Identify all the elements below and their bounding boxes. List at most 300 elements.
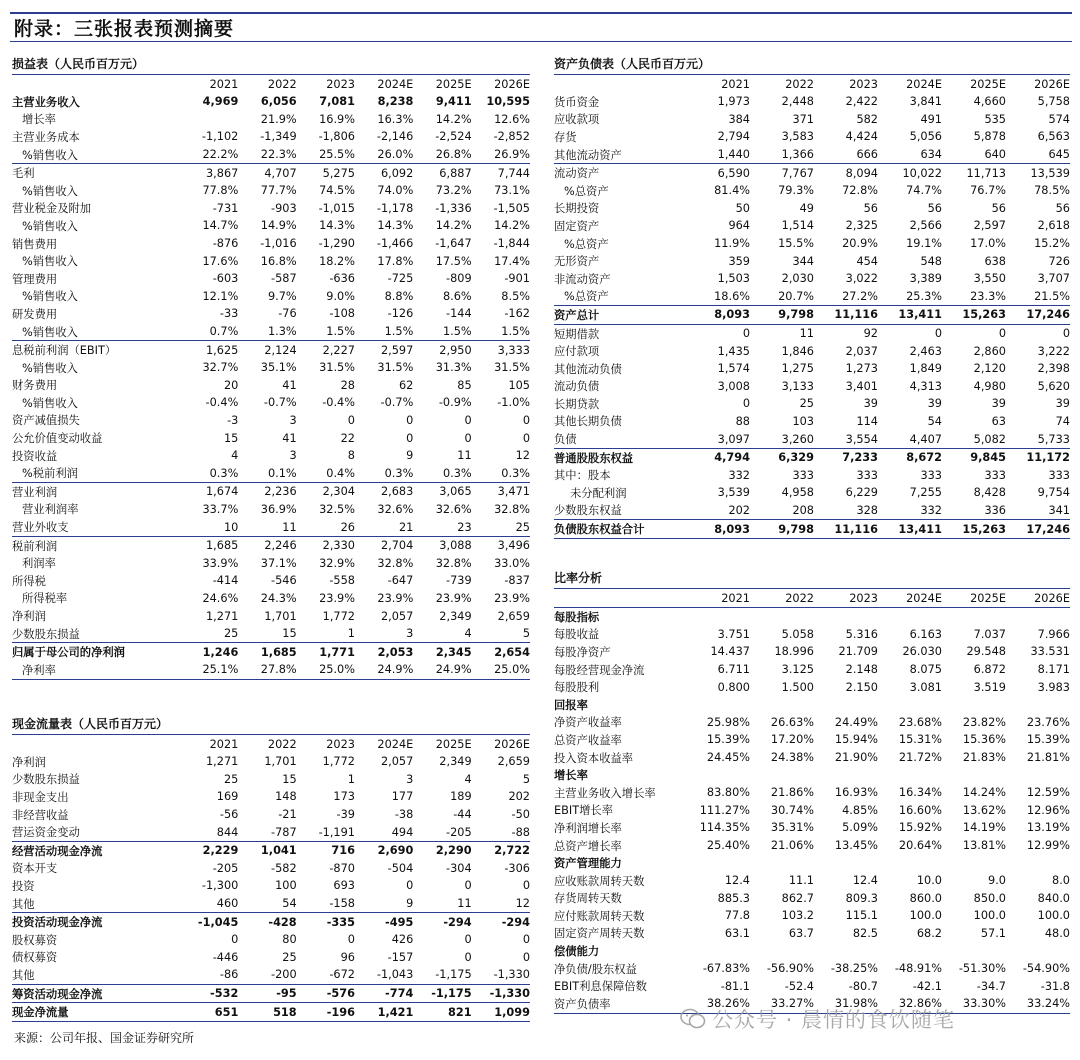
cell-value: 371 [792,112,814,126]
table-row [12,572,530,590]
cell-value: 7.037 [973,627,1006,641]
cell-value: 173 [333,790,355,804]
cell-value: 2,124 [238,341,296,359]
table-row [12,288,530,306]
table-row [12,554,530,572]
cell-value: 1,503 [717,272,750,286]
cell-value: 9,754 [1037,486,1070,500]
cell-value: 13,411 [878,306,942,325]
table-row [554,413,1070,431]
row-label: 所得税率 [22,592,68,606]
table-row [554,430,1070,448]
row-label: 净利润增长率 [554,821,622,835]
row-label: %销售收入 [22,325,78,339]
cell-value: 0 [347,413,355,427]
cell-value: 74 [1055,414,1070,428]
cell-value [878,854,942,872]
cell-value: 31.3% [435,361,472,375]
cell-value: 21.709 [838,645,878,659]
cell-value: 8,672 [878,448,942,466]
table-row [12,217,530,235]
row-label: 现金净流量 [12,1003,180,1022]
table-row [12,483,530,501]
cell-value: 3,389 [909,272,942,286]
cell-value: 23.82% [962,715,1006,729]
cell-value: 2,722 [472,841,530,859]
table-row [554,872,1070,890]
cell-value: 491 [920,112,942,126]
cell-value: 0 [231,933,239,947]
cell-value: 1,275 [781,362,814,376]
table-row [12,860,530,878]
cell-value: 17.5% [435,254,472,268]
table-row [554,784,1070,802]
cell-value: 15,263 [942,520,1006,539]
cell-value: 8,093 [686,520,750,539]
cash-flow-panel [12,714,530,1022]
cell-value: 29.548 [966,645,1006,659]
cell-value: 716 [297,841,355,859]
table-row [554,802,1070,820]
cell-value: 13,411 [878,520,942,539]
cell-value: 11,172 [1006,448,1070,466]
cell-value: 25.98% [706,715,750,729]
row-label: 主营业务收入增长率 [554,786,656,800]
cell-value: 2,304 [297,483,355,501]
cell-value: 11 [282,520,297,534]
cell-value: 548 [920,254,942,268]
cell-value: 1,041 [238,841,296,859]
section-row [554,766,1070,784]
cell-value: 24.9% [355,661,413,679]
table-row [554,342,1070,360]
cell-value: 10.0 [916,874,942,888]
cell-value: 6.872 [973,663,1006,677]
cell-value [750,854,814,872]
cell-value: 26 [340,520,355,534]
cell-value: 1,574 [717,362,750,376]
cell-value: 2,037 [845,344,878,358]
cell-value: -1,806 [318,130,355,144]
cell-value: 208 [792,503,814,517]
table-row [554,977,1070,995]
row-label: 总资产收益率 [554,733,622,747]
cell-value [878,942,942,960]
balance-sheet-table [554,75,1070,539]
row-label: 长期贷款 [554,397,600,411]
cell-value: -144 [446,307,472,321]
row-label: 应付账款周转天数 [554,909,645,923]
cell-value: 0.800 [717,680,750,694]
cell-value: 1,846 [781,344,814,358]
cell-value: 0.1% [267,466,297,480]
cell-value: 5,758 [1037,95,1070,109]
cell-value: 6,563 [1037,130,1070,144]
cell-value: 73.1% [494,184,530,198]
cell-value: 33.9% [202,556,239,570]
year-header: 2024E [906,77,942,91]
cell-value: 6,590 [686,164,750,182]
cell-value: 5.316 [845,627,878,641]
cell-value: 1.3% [267,325,297,339]
row-label: 每股股利 [554,681,600,695]
cell-value: 3,222 [1037,344,1070,358]
cell-value: -636 [329,272,355,286]
cell-value: 2,349 [439,755,472,769]
cell-value: 35.1% [260,361,297,375]
cell-value: -603 [212,272,239,286]
row-label: 净利率 [12,661,180,679]
cell-value: 8,093 [686,306,750,325]
table-row [554,907,1070,925]
cell-value: 39 [1055,397,1070,411]
cell-value: 100.0 [1037,909,1070,923]
cell-value: -1,844 [493,237,530,251]
cell-value: 12 [515,449,530,463]
cell-value: -126 [387,307,414,321]
cell-value: 1,685 [180,536,238,554]
cell-value: 0 [998,327,1006,341]
cell-value: 77.8 [724,909,750,923]
cell-value: 30.74% [770,803,814,817]
row-label: 负债股东权益合计 [554,520,686,539]
table-row [554,217,1070,235]
table-row [554,252,1070,270]
cell-value: 14.3% [377,219,414,233]
cell-value: 2,422 [845,95,878,109]
cell-value: 24.6% [202,591,239,605]
income-statement-panel [12,54,530,680]
cell-value: -725 [387,272,414,286]
cell-value: -837 [504,574,530,588]
cell-value: 2,654 [472,643,530,661]
table-row [554,200,1070,218]
table-row [554,93,1070,111]
cell-value: 1.500 [781,680,814,694]
cell-value [686,766,750,784]
cell-value: 25.1% [180,661,238,679]
cell-value: 15.2% [1034,237,1070,251]
table-row [12,464,530,482]
table-row [554,520,1070,539]
cell-value: 2,704 [355,536,413,554]
cell-value: 6,092 [355,164,413,182]
row-label: 每股指标 [554,608,686,626]
cell-value: 148 [275,790,297,804]
cell-value: 9,798 [750,520,814,539]
cell-value: -0.4% [322,396,355,410]
cell-value: 0.3% [442,466,472,480]
cell-value: 0 [522,413,530,427]
cell-value [878,696,942,714]
row-label: EBIT增长率 [554,804,614,818]
cell-value: 454 [856,254,878,268]
cell-value: 5,082 [973,432,1006,446]
cell-value [814,766,878,784]
cell-value: 17.6% [202,254,239,268]
cell-value: -50 [511,808,530,822]
cell-value: 3 [406,627,414,641]
cell-value: 12.59% [1026,786,1070,800]
cell-value: 2,398 [1037,362,1070,376]
cell-value: 726 [1048,254,1070,268]
cell-value: 12.99% [1026,839,1070,853]
cell-value: 17,246 [1006,520,1070,539]
cell-value: 2,349 [439,609,472,623]
cell-value: 16.60% [898,803,942,817]
cell-value: -1,175 [435,968,472,982]
year-header-row [12,75,530,93]
table-row [554,360,1070,378]
cell-value: 22 [340,431,355,445]
row-label: 股权募资 [12,933,58,947]
cell-value: -205 [212,861,239,875]
cell-value [686,942,750,960]
row-label: 毛利 [12,164,180,182]
cell-value: 0.3% [384,466,414,480]
cell-value: 15 [223,431,239,445]
cell-value: 25.3% [906,289,942,303]
cell-value: 3,471 [472,483,530,501]
table-row [12,429,530,447]
cell-value: 5,878 [973,130,1006,144]
cell-value: 2,227 [297,341,355,359]
cell-value: 0 [464,879,472,893]
table-row [554,466,1070,484]
row-label: 少数股东权益 [554,504,622,518]
row-label: 债权募资 [12,951,58,965]
cell-value: 3,554 [845,432,878,446]
cell-value: 31.5% [377,361,414,375]
cell-value: 3,583 [781,130,814,144]
table-row [12,753,530,771]
table-row [554,146,1070,164]
cell-value: 840.0 [1037,891,1070,905]
cell-value: -39 [336,808,355,822]
cell-value: 4 [464,627,472,641]
cell-value: 4,969 [202,95,239,109]
table-row [554,484,1070,502]
cell-value: -428 [238,913,296,931]
table-row [12,643,530,661]
ratio-analysis-title: 比率分析 [554,568,1070,589]
cell-value: 72.8% [842,184,878,198]
cell-value: 3,088 [413,536,471,554]
cell-value: 7.966 [1037,627,1070,641]
ratio-analysis-table [554,589,1070,1014]
row-label: 负债 [554,433,577,447]
cell-value: 20.9% [842,237,878,251]
row-label: %销售收入 [22,148,78,162]
cell-value: 1,440 [717,148,750,162]
cell-value: 25.0% [297,661,355,679]
cell-value: 4,707 [238,164,296,182]
year-header: 2022 [267,737,297,751]
table-row [554,306,1070,325]
cell-value: 15.39% [1026,733,1070,747]
row-label: 净利润 [12,755,46,769]
table-row [12,501,530,519]
cell-value: 32.8% [494,502,530,516]
cell-value: -200 [271,968,297,982]
row-label: 经营活动现金净流 [12,841,180,859]
cell-value: 12.4 [852,874,878,888]
cell-value: 15.36% [962,733,1006,747]
row-label: 每股收益 [554,628,600,642]
cell-value: -88 [511,825,530,839]
cell-value: 15,263 [942,306,1006,325]
cell-value: -1,330 [472,984,530,1003]
table-row [554,502,1070,520]
table-row [554,626,1070,644]
cell-value [814,608,878,626]
cell-value [686,854,750,872]
cell-value: 88 [735,414,750,428]
cell-value: -76 [278,307,297,321]
cell-value: 2.150 [845,680,878,694]
row-label: 其他 [12,897,35,911]
year-header: 2021 [209,77,239,91]
cell-value: 1,685 [238,643,296,661]
cell-value: -0.7% [380,396,414,410]
cell-value [1006,608,1070,626]
row-label: 普通股股东权益 [554,448,686,466]
cell-value: 14.24% [962,786,1006,800]
cell-value: 24.49% [834,715,878,729]
table-row [554,324,1070,342]
cell-value: -582 [271,861,297,875]
row-label: 非流动资产 [554,272,611,286]
cell-value: 31.5% [319,361,355,375]
row-label: 投资 [12,879,35,893]
cell-value: 3,133 [781,379,814,393]
cell-value: 202 [508,790,530,804]
cell-value: 36.9% [260,502,297,516]
year-header-row [554,589,1070,608]
cell-value: 0 [464,950,472,964]
table-row [554,164,1070,182]
cell-value: 14.437 [710,645,750,659]
cell-value: 17.4% [494,254,530,268]
cell-value: -558 [329,574,355,588]
cell-value: 3,496 [472,536,530,554]
cell-value: 22.3% [260,148,297,162]
row-label: 财务费用 [12,379,58,393]
row-label: 资产负债率 [554,995,686,1013]
table-row [554,288,1070,306]
cell-value: 4,794 [686,448,750,466]
year-header: 2023 [326,77,355,91]
row-label: 非现金支出 [12,790,69,804]
cell-value: 25.5% [319,148,355,162]
row-label: 长期投资 [554,202,600,216]
cell-value: 862.7 [781,891,814,905]
cell-value: 2,330 [297,536,355,554]
table-row [12,607,530,625]
row-label: 每股净资产 [554,645,611,659]
cell-value: 3,867 [180,164,238,182]
cell-value: 15.39% [706,733,750,747]
cell-value: 1,772 [322,755,355,769]
cell-value: 3.125 [781,663,814,677]
cell-value: 21.83% [962,751,1006,765]
cell-value: 1,435 [717,344,750,358]
cell-value: 37.1% [260,556,297,570]
cell-value: 63.1 [724,926,750,940]
cell-value: 100 [275,879,297,893]
table-row [12,447,530,465]
cell-value: 26.8% [435,148,472,162]
year-header-row [12,735,530,753]
cell-value: 3.519 [973,680,1006,694]
cell-value: 103 [792,414,814,428]
row-label: %销售收入 [22,396,78,410]
cell-value: 13.81% [962,839,1006,853]
cell-value: 4.85% [842,803,878,817]
income-statement-table [12,75,530,680]
cell-value: 4,313 [909,379,942,393]
cell-value: 11 [457,449,472,463]
cell-value: 1,273 [845,362,878,376]
cell-value: 5.09% [842,821,878,835]
cell-value: 56 [927,201,942,215]
cell-value: 15.92% [898,821,942,835]
cell-value: 32.7% [202,361,239,375]
cell-value: 105 [508,378,530,392]
cell-value: 3 [289,449,297,463]
row-label: 营业利润 [12,483,180,501]
cash-flow-table [12,735,530,1022]
row-label: 资产总计 [554,306,686,325]
cell-value: -495 [355,913,413,931]
cell-value: 1,772 [322,609,355,623]
cell-value: 11,116 [814,520,878,539]
row-label: 存货周转天数 [554,892,622,906]
cell-value: 3,260 [781,432,814,446]
cell-value [1006,766,1070,784]
row-label: 应收款项 [554,113,600,127]
cell-value: 56 [991,201,1006,215]
cell-value: 100.0 [909,909,942,923]
row-label: 其中：股本 [554,469,611,483]
cell-value: 26.030 [902,645,942,659]
cell-value: -294 [413,913,471,931]
cell-value: 3,022 [845,272,878,286]
table-row [12,270,530,288]
cell-value: 9,845 [942,448,1006,466]
cell-value: -306 [504,861,530,875]
cell-value: 359 [728,254,750,268]
ratio-analysis-panel [554,568,1070,1014]
row-label: %销售收入 [22,219,78,233]
cell-value: -739 [446,574,472,588]
cell-value: 32.86% [878,995,942,1013]
cell-value: 189 [450,790,472,804]
cell-value: -809 [446,272,472,286]
cell-value: 1,099 [472,1003,530,1022]
cell-value: 14.9% [260,219,297,233]
cell-value: 2,345 [413,643,471,661]
source-note: 来源：公司年报、国金证券研究所 [14,1031,195,1045]
row-label: %销售收入 [22,361,78,375]
cell-value: 2,246 [238,536,296,554]
cell-value: 15.31% [898,733,942,747]
table-row [554,925,1070,943]
section-row [554,854,1070,872]
row-label: 资产减值损失 [12,414,80,428]
table-row [12,877,530,895]
cell-value: 33.24% [1006,995,1070,1013]
